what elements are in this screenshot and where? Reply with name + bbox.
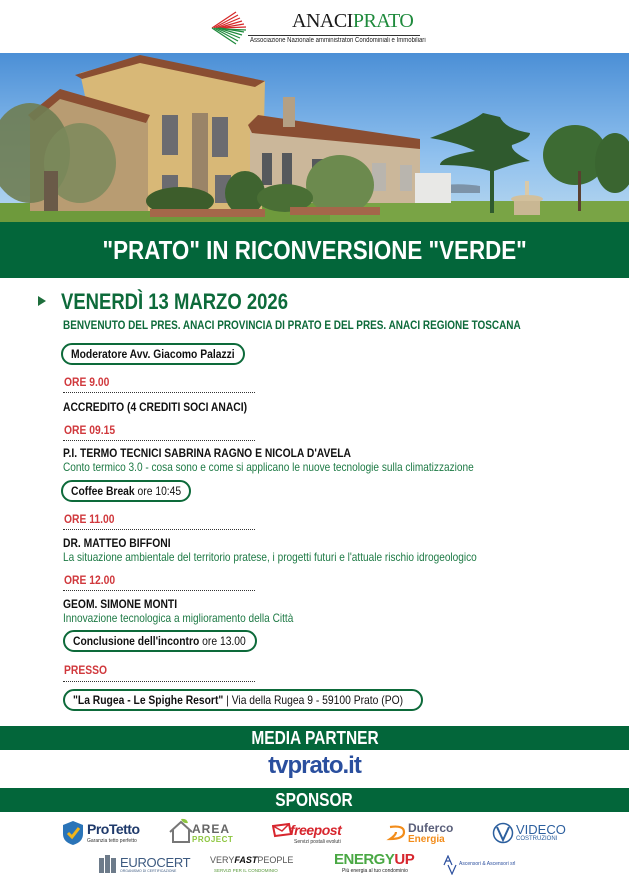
dotted-divider [63, 440, 255, 441]
venue-name: "La Rugea - Le Spighe Resort" [73, 693, 224, 707]
videco-name: VIDECO [516, 822, 566, 837]
tvprato-logo: tvprato.it [268, 752, 361, 779]
venue-photo [0, 53, 629, 222]
vfp-tagline: SERVIZI PER IL CONDOMINIO [214, 868, 278, 873]
area-sub: PROJECT [192, 835, 234, 844]
media-partner-heading: MEDIA PARTNER [250, 727, 379, 748]
triangle-bullet-icon [38, 296, 46, 306]
videco-v-icon [492, 822, 514, 844]
eurocert-name: EUROCERT [120, 855, 191, 870]
moderator-label: Moderatore Avv. Giacomo Palazzi [71, 347, 235, 361]
talk-topic: Conto termico 3.0 - cosa sono e come si applicano le nuove tecnologie sulla climatizzazione [63, 460, 474, 474]
dotted-divider [63, 590, 255, 591]
protetto-name: ProTetto [87, 821, 140, 837]
energyup-up: UP [394, 851, 415, 868]
protetto-tagline: Garanzia tetto perfetto [87, 838, 137, 844]
anaci-prato-logo [210, 8, 450, 50]
coffee-break-time: ore 10:45 [137, 484, 182, 498]
conclusion-time: ore 13.00 [202, 634, 246, 648]
title-banner [0, 222, 629, 278]
logo-wordmark [292, 10, 413, 32]
time-label: ORE 09.15 [64, 423, 116, 437]
talk-topic: La situazione ambientale del territorio pratese, i progetti futuri e l'attuale rischio idrogeologico [63, 550, 477, 564]
energyup-tagline: Più energia al tuo condominio [342, 868, 408, 874]
logo-divider [248, 35, 420, 36]
event-date: VENERDÌ 13 MARZO 2026 [61, 289, 288, 314]
sponsor-heading: SPONSOR [275, 789, 354, 810]
speaker-name: GEOM. SIMONE MONTI [63, 597, 178, 611]
freepost-tagline: Servizi postali evoluti [294, 839, 341, 845]
shield-check-icon [62, 820, 84, 846]
logo-anaci: ANACI [292, 10, 353, 32]
ascensori-name: Ascensori & Ascensori srl [459, 861, 516, 867]
media-partner-banner [0, 726, 629, 750]
venue-address: | Via della Rugea 9 - 59100 Prato (PO) [226, 693, 404, 707]
energyup-energy: ENERGY [334, 851, 395, 868]
dotted-divider [63, 529, 255, 530]
duferco-sub: Energia [408, 834, 445, 845]
dotted-divider [63, 681, 255, 682]
event-title: "PRATO" IN RICONVERSIONE "VERDE" [102, 234, 527, 265]
sponsor-energyup [334, 851, 415, 874]
ascensori-mark-icon [443, 855, 457, 875]
conclusion-pill [63, 630, 257, 652]
talk-topic: Innovazione tecnologica a miglioramento della Città [63, 611, 294, 625]
sponsor-veryfastpeople [210, 855, 294, 873]
venue-label: PRESSO [64, 663, 108, 677]
sponsor-banner [0, 788, 629, 812]
venue-photo-illustration [0, 53, 629, 222]
anaci-logo-mark-icon [210, 10, 250, 46]
logo-subtitle: Associazione Nazionale amministratori Condominiali e Immobiliari [250, 37, 426, 44]
freepost-name: freepost [290, 822, 342, 838]
videco-sub: COSTRUZIONI [516, 836, 558, 842]
speaker-name: DR. MATTEO BIFFONI [63, 536, 171, 550]
house-leaf-icon [168, 818, 194, 844]
speaker-name: P.I. TERMO TECNICI SABRINA RAGNO E NICOLA D'AVELA [63, 446, 351, 460]
vfp-very: VERY [210, 855, 235, 865]
coffee-break-pill [61, 480, 191, 502]
time-label: ORE 11.00 [64, 512, 115, 526]
conclusion-label: Conclusione dell'incontro [73, 634, 200, 648]
dotted-divider [63, 392, 255, 393]
area-name: AREA [192, 822, 231, 836]
vfp-fast: FAST [234, 855, 258, 865]
logo-prato: PRATO [352, 10, 414, 32]
eurocert-mark-icon [98, 854, 118, 874]
envelope-icon [272, 822, 292, 838]
duferco-name: Duferco [408, 821, 454, 835]
coffee-break-label: Coffee Break [71, 484, 135, 498]
welcome-line: BENVENUTO DEL PRES. ANACI PROVINCIA DI PRATO E DEL PRES. ANACI REGIONE TOSCANA [63, 318, 521, 332]
time-label: ORE 9.00 [64, 375, 110, 389]
duferco-swirl-icon [386, 823, 408, 843]
vfp-people: PEOPLE [257, 855, 294, 865]
time-label: ORE 12.00 [64, 573, 116, 587]
moderator-pill [61, 343, 245, 365]
eurocert-tagline: ORGANISMO DI CERTIFICAZIONE [120, 869, 177, 873]
schedule-item-title: ACCREDITO (4 CREDITI SOCI ANACI) [63, 400, 248, 414]
venue-pill [63, 689, 423, 711]
